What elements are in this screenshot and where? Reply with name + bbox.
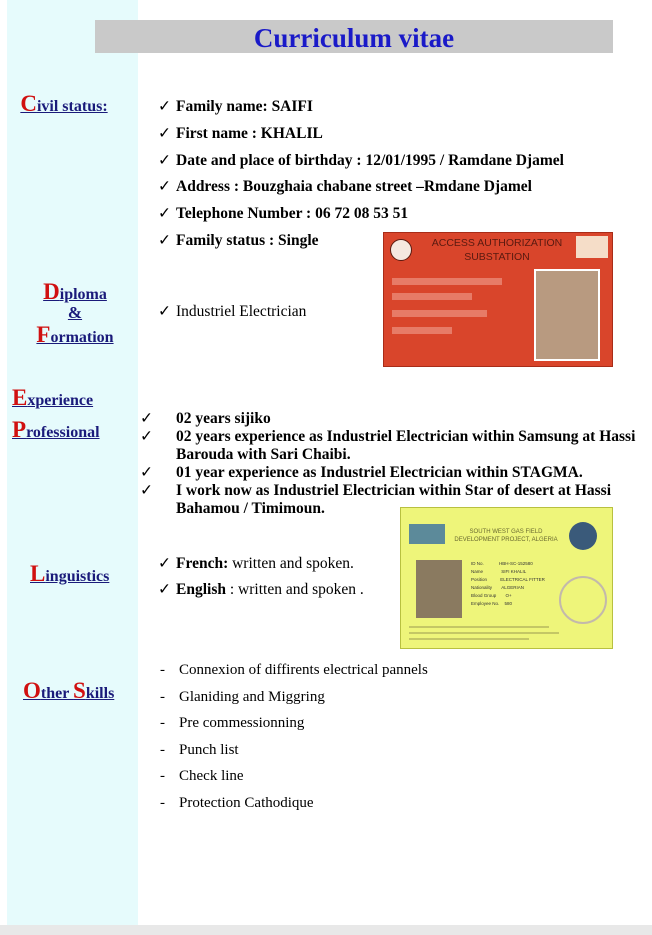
civil-item-telephone	[158, 205, 408, 223]
check-icon: ✓	[158, 125, 171, 142]
civil-item-birthday	[158, 152, 564, 170]
gas-field-badge-image	[400, 507, 613, 649]
skill-item	[160, 794, 314, 812]
check-icon: ✓	[140, 428, 153, 445]
french-value: written and spoken.	[228, 555, 354, 572]
section-experience	[12, 386, 107, 442]
section-other-skills	[23, 679, 133, 703]
skill-item-text: Glaniding and Miggring	[179, 689, 325, 705]
section-diploma-rest: iploma	[59, 286, 107, 303]
badge-fine-print	[409, 638, 529, 640]
experience-item-text: 02 years sijiko	[176, 410, 271, 427]
check-icon: ✓	[158, 303, 171, 320]
section-diploma	[20, 280, 130, 347]
check-icon: ✓	[158, 581, 171, 598]
section-linguistics-rest: inguistics	[45, 568, 110, 585]
access-authorization-card-image	[383, 232, 613, 367]
card2-photo	[416, 560, 462, 618]
badge-field-value: O+	[505, 593, 512, 598]
check-icon: ✓	[158, 555, 171, 572]
experience-item-text: I work now as Industriel Electrician within Star of desert at Hassi Bahamou / Timimoun.	[176, 482, 612, 517]
check-icon: ✓	[140, 464, 153, 481]
dash-bullet: -	[160, 768, 165, 784]
check-icon: ✓	[140, 410, 153, 427]
skill-item-text: Pre commessionning	[179, 715, 305, 731]
skill-item	[160, 767, 244, 785]
dash-bullet: -	[160, 742, 165, 758]
skill-item	[160, 661, 428, 679]
page-title: Curriculum vitae	[253, 23, 455, 53]
skill-item	[160, 741, 239, 759]
badge-field-value: SIFI KHALIL	[501, 569, 527, 574]
civil-item-text: Family name: SAIFI	[176, 98, 313, 115]
civil-item-first-name	[158, 125, 323, 143]
section-linguistics	[30, 562, 130, 586]
dash-bullet: -	[160, 795, 165, 811]
experience-item	[140, 464, 646, 482]
dash-bullet: -	[160, 662, 165, 678]
card1-header: ACCESS AUTHORIZATION SUBSTATION	[431, 237, 563, 263]
diploma-item	[158, 303, 306, 321]
experience-item	[140, 410, 646, 428]
card2-header: SOUTH WEST GAS FIELD DEVELOPMENT PROJECT, ALGERIA	[454, 529, 558, 543]
check-icon: ✓	[158, 178, 171, 195]
badge-field-label: Nationality	[471, 585, 493, 590]
bottom-bar	[0, 925, 652, 935]
card1-field-line	[392, 293, 472, 300]
badge-field-label: ID No.	[471, 561, 484, 566]
check-icon: ✓	[140, 482, 153, 499]
section-experience-rest: xperience	[27, 392, 94, 409]
card1-field-line	[392, 327, 452, 334]
skill-item	[160, 714, 304, 732]
section-professional-rest: rofessional	[26, 424, 100, 442]
card1-corner-logo	[576, 236, 608, 258]
badge-field-label: Employee No.	[471, 601, 500, 606]
diploma-item-text: Industriel Electrician	[176, 303, 307, 320]
badge-fields	[471, 560, 545, 608]
dash-bullet: -	[160, 689, 165, 705]
section-formation-rest: ormation	[50, 328, 114, 346]
english-label: English	[176, 581, 226, 598]
section-diploma-cap: D	[43, 279, 60, 304]
linguistics-french	[158, 555, 354, 573]
skill-item-text: Connexion of diffirents electrical pannels	[179, 662, 428, 678]
experience-item-text: 01 year experience as Industriel Electrician within STAGMA.	[176, 464, 583, 481]
check-icon: ✓	[158, 232, 171, 249]
badge-right-logo-icon	[569, 522, 597, 550]
civil-item-text: Address : Bouzghaia chabane street –Rmdane Djamel	[176, 178, 532, 195]
section-civil-cap: C	[20, 91, 37, 116]
badge-fine-print	[409, 626, 549, 628]
civil-item-text: Date and place of birthday : 12/01/1995 / Ramdane Djamel	[176, 152, 564, 169]
badge-fine-print	[409, 632, 559, 634]
experience-item-text: 02 years experience as Industriel Electrician within Samsung at Hassi Barouda with Sari Chaibi.	[176, 428, 636, 463]
section-skills-cap: S	[73, 678, 86, 703]
badge-field-label: Blood Group	[471, 593, 497, 598]
english-value: : written and spoken .	[225, 581, 364, 598]
section-skills-rest: kills	[85, 685, 115, 702]
civil-item-text: First name : KHALIL	[176, 125, 323, 142]
dash-bullet: -	[160, 715, 165, 731]
section-professional-cap: P	[12, 417, 27, 443]
card1-field-line	[392, 278, 502, 285]
section-other-cap: O	[23, 678, 41, 703]
badge-field-value: HBH-SC-152580	[499, 561, 533, 566]
skill-item-text: Check line	[179, 768, 244, 784]
linguistics-english	[158, 581, 364, 599]
badge-field-value: ALGERIAN	[501, 585, 525, 590]
badge-stamp	[559, 576, 607, 624]
section-other-rest: ther	[40, 685, 74, 702]
check-icon: ✓	[158, 98, 171, 115]
badge-field-label: Name	[471, 569, 484, 574]
title-bar	[95, 20, 613, 53]
section-linguistics-cap: L	[30, 561, 46, 586]
check-icon: ✓	[158, 152, 171, 169]
section-civil-status	[14, 92, 114, 116]
civil-item-address	[158, 178, 532, 196]
badge-left-logo	[409, 524, 445, 544]
company-logo-icon	[390, 239, 412, 261]
skill-item-text: Protection Cathodique	[179, 795, 314, 811]
skill-item-text: Punch list	[179, 742, 239, 758]
civil-item-text: Family status : Single	[176, 232, 319, 249]
badge-field-value: ELECTRICAL FITTER	[500, 577, 545, 582]
badge-field-value: 580	[504, 601, 513, 606]
civil-item-text: Telephone Number : 06 72 08 53 51	[176, 205, 409, 222]
badge-field-label: Position	[471, 577, 488, 582]
civil-item-family-name	[158, 98, 313, 116]
french-label: French:	[176, 555, 229, 572]
section-formation-cap: F	[36, 321, 51, 347]
section-experience-cap: E	[12, 385, 28, 410]
section-civil-rest: ivil status:	[36, 98, 108, 115]
section-diploma-amp: &	[67, 303, 83, 323]
card1-field-line	[392, 310, 487, 317]
left-sidebar-band	[7, 0, 138, 925]
check-icon: ✓	[158, 205, 171, 222]
experience-item	[140, 428, 646, 464]
skill-item	[160, 688, 325, 706]
civil-item-family-status	[158, 232, 319, 250]
card1-photo	[534, 269, 600, 361]
